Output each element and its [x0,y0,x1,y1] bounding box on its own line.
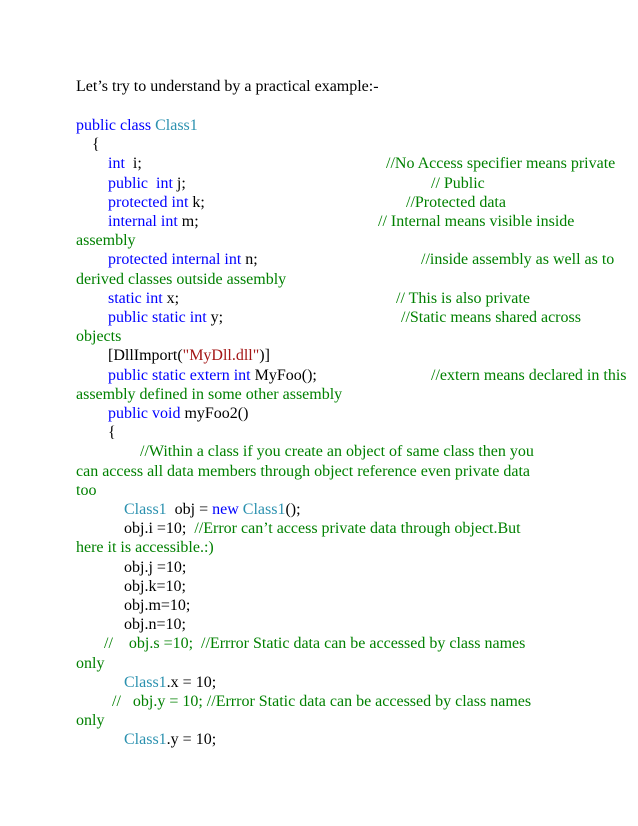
code-comment: // Public [431,175,485,192]
code-text: [DllImport( [108,347,183,364]
code-comment: can access all data members through object reference even private data [76,463,530,480]
code-line [76,596,628,615]
code-comment: // This is also private [396,290,530,307]
code-keyword: public static extern int [108,367,255,384]
code-comment: assembly [76,232,136,249]
code-text: obj.m=10; [124,597,191,614]
code-line [76,615,628,634]
code-keyword: protected internal int [108,251,246,268]
code-comment: only [76,655,105,672]
code-keyword: protected int [108,194,193,211]
code-line [76,116,628,135]
code-comment: assembly defined in some other assembly [76,386,343,403]
code-text: m; [181,213,199,230]
code-string: "MyDll.dll" [182,347,260,364]
code-keyword: public int [108,175,177,192]
code-keyword: static int [108,290,167,307]
code-comment: //inside assembly as well as to [421,251,615,268]
code-comment: // Internal means visible inside [378,213,575,230]
code-text: obj.k=10; [124,578,186,595]
code-text: )] [259,347,270,364]
code-text: myFoo2() [184,405,249,422]
code-line [76,231,628,250]
code-comment: //Protected data [406,194,506,211]
code-line [76,366,628,385]
code-line [76,692,628,711]
code-comment: only [76,712,105,729]
code-comment: //Error can’t access private data through object.But [194,520,521,537]
code-line [76,327,628,346]
code-comment: //extern means declared in this [431,367,627,384]
code-comment: //Within a class if you create an object of same class then you [140,443,534,460]
code-comment: objects [76,328,122,345]
code-comment: // obj.y = 10; //Errror Static data can be accessed by class names [112,693,532,710]
code-line [76,673,628,692]
code-text: k; [192,194,205,211]
code-line [76,154,628,173]
code-comment: //No Access specifier means private [386,155,616,172]
code-comment: too [76,482,97,499]
code-line [76,634,628,653]
code-line [76,250,628,269]
code-comment: // obj.s =10; //Errror Static data can be accessed by class names [104,635,526,652]
code-text: j; [176,175,186,192]
code-comment: derived classes outside assembly [76,271,287,288]
code-text: MyFoo(); [254,367,317,384]
code-line [76,500,628,519]
code-line [76,730,628,749]
code-line [76,308,628,327]
code-keyword: new [212,501,243,518]
code-line [76,404,628,423]
code-type: Class1 [124,674,167,691]
code-line [76,212,628,231]
code-keyword: internal int [108,213,182,230]
code-line [76,577,628,596]
code-type: Class1 [242,501,286,518]
code-line [76,174,628,193]
code-line [76,135,628,154]
code-line [76,193,628,212]
code-keyword: public void [108,405,185,422]
code-text: obj = [170,501,213,518]
code-text: y; [210,309,224,326]
code-line [76,711,628,730]
code-keyword: public class [76,117,156,134]
code-text: .y = 10; [166,731,217,748]
code-line [76,346,628,365]
code-line [76,270,628,289]
code-text: i; [128,155,142,172]
code-line [76,462,628,481]
code-line [76,538,628,557]
code-text: (); [285,501,301,518]
code-line [76,558,628,577]
code-text: obj.i =10; [124,520,195,537]
code-line [76,481,628,500]
code-line [76,423,628,442]
code-keyword: int [108,155,129,172]
code-text: .x = 10; [166,674,217,691]
code-text: obj.j =10; [124,559,187,576]
code-comment: here it is accessible.:) [76,539,214,556]
code-text: x; [166,290,180,307]
code-line [76,289,628,308]
code-line [76,442,628,461]
code-comment: //Static means shared across [401,309,581,326]
code-line [76,385,628,404]
code-type: Class1 [124,731,167,748]
code-text: { [108,424,116,441]
code-line [76,519,628,538]
code-type: Class1 [124,501,171,518]
intro-text: Let’s try to understand by a practical example:- [76,78,379,95]
code-text: { [92,136,100,153]
code-line [76,654,628,673]
code-keyword: public static int [108,309,211,326]
code-type: Class1 [155,117,198,134]
code-text: obj.n=10; [124,616,186,633]
code-text: n; [245,251,258,268]
